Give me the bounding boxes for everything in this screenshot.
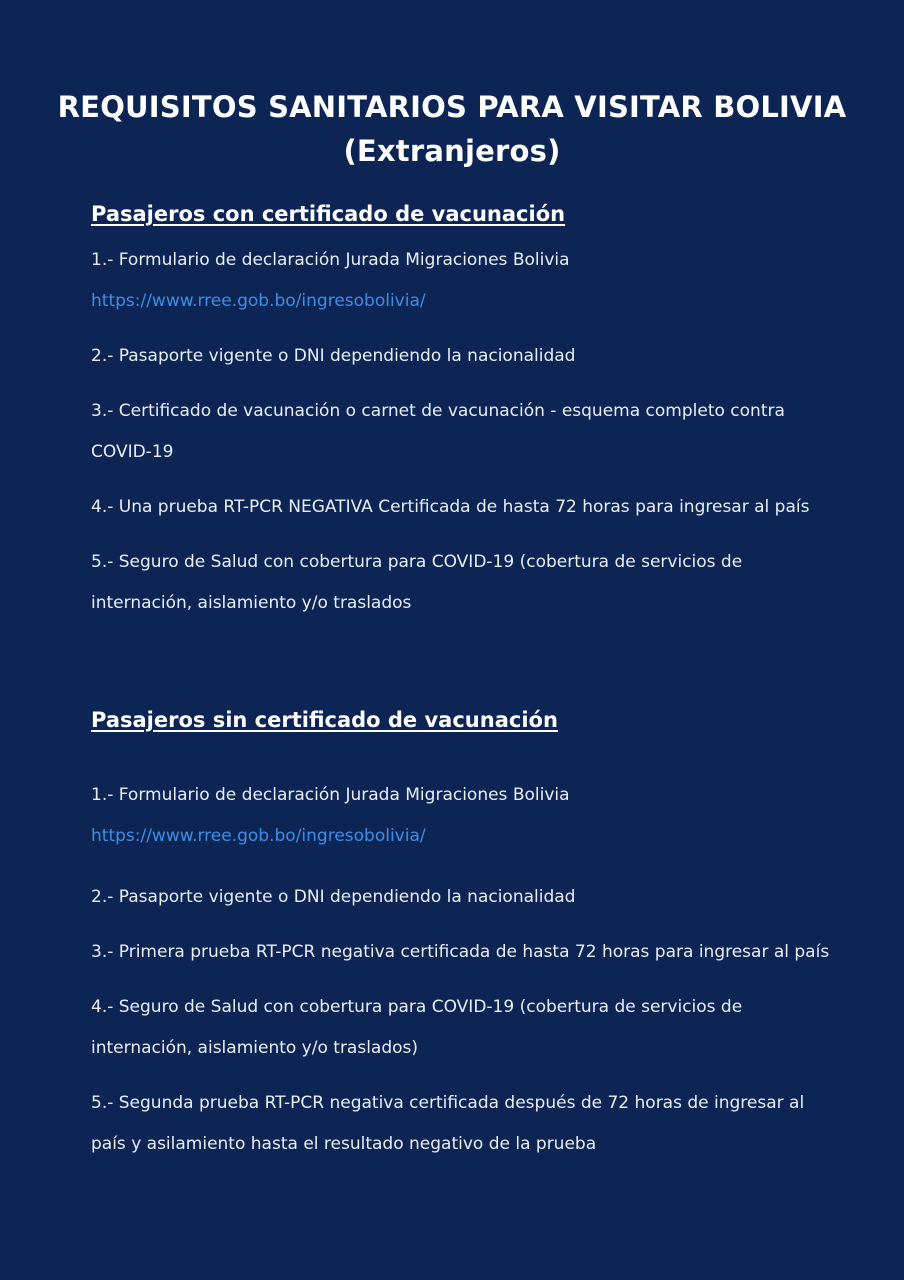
requirement-item-1 xyxy=(91,240,831,322)
requirement-item-1 xyxy=(91,775,831,857)
page-title xyxy=(0,85,904,173)
ingreso-bolivia-link[interactable]: https://www.rree.gob.bo/ingresobolivia/ xyxy=(91,826,426,846)
page-title-line-2: (Extranjeros) xyxy=(343,134,561,169)
section-with-vaccination xyxy=(91,199,831,624)
spacer xyxy=(91,473,831,487)
spacer xyxy=(91,918,831,932)
spacer xyxy=(91,377,831,391)
requirement-item-5: 5.- Segunda prueba RT-PCR negativa certificada después de 72 horas de ingresar al país y asilamiento hasta el resultado negativo de la prueba xyxy=(91,1093,805,1154)
spacer xyxy=(91,528,831,542)
requirement-item-3: 3.- Primera prueba RT-PCR negativa certificada de hasta 72 horas para ingresar al país xyxy=(91,942,830,962)
spacer xyxy=(91,322,831,336)
section-without-vaccination xyxy=(91,705,831,1165)
requirement-item-2: 2.- Pasaporte vigente o DNI dependiendo la nacionalidad xyxy=(91,887,576,907)
requirement-item-2: 2.- Pasaporte vigente o DNI dependiendo la nacionalidad xyxy=(91,346,576,366)
section-heading-without-vaccination: Pasajeros sin certificado de vacunación xyxy=(91,708,558,732)
spacer xyxy=(91,973,831,987)
requirement-item-3: 3.- Certificado de vacunación o carnet de vacunación - esquema completo contra COVID-19 xyxy=(91,401,785,462)
requirement-text: 1.- Formulario de declaración Jurada Migraciones Bolivia xyxy=(91,785,570,805)
page-title-line-1: REQUISITOS SANITARIOS PARA VISITAR BOLIVIA xyxy=(57,90,847,125)
section-heading-with-vaccination: Pasajeros con certificado de vacunación xyxy=(91,202,566,226)
requirement-item-4: 4.- Seguro de Salud con cobertura para COVID-19 (cobertura de servicios de internación, aislamiento y/o traslados) xyxy=(91,997,743,1058)
spacer xyxy=(91,857,831,877)
requirement-item-5: 5.- Seguro de Salud con cobertura para COVID-19 (cobertura de servicios de internación, aislamiento y/o traslados xyxy=(91,552,743,613)
requirement-text: 1.- Formulario de declaración Jurada Migraciones Bolivia xyxy=(91,250,570,270)
spacer xyxy=(91,1069,831,1083)
ingreso-bolivia-link[interactable]: https://www.rree.gob.bo/ingresobolivia/ xyxy=(91,291,426,311)
requirement-item-4: 4.- Una prueba RT-PCR NEGATIVA Certificada de hasta 72 horas para ingresar al país xyxy=(91,497,810,517)
